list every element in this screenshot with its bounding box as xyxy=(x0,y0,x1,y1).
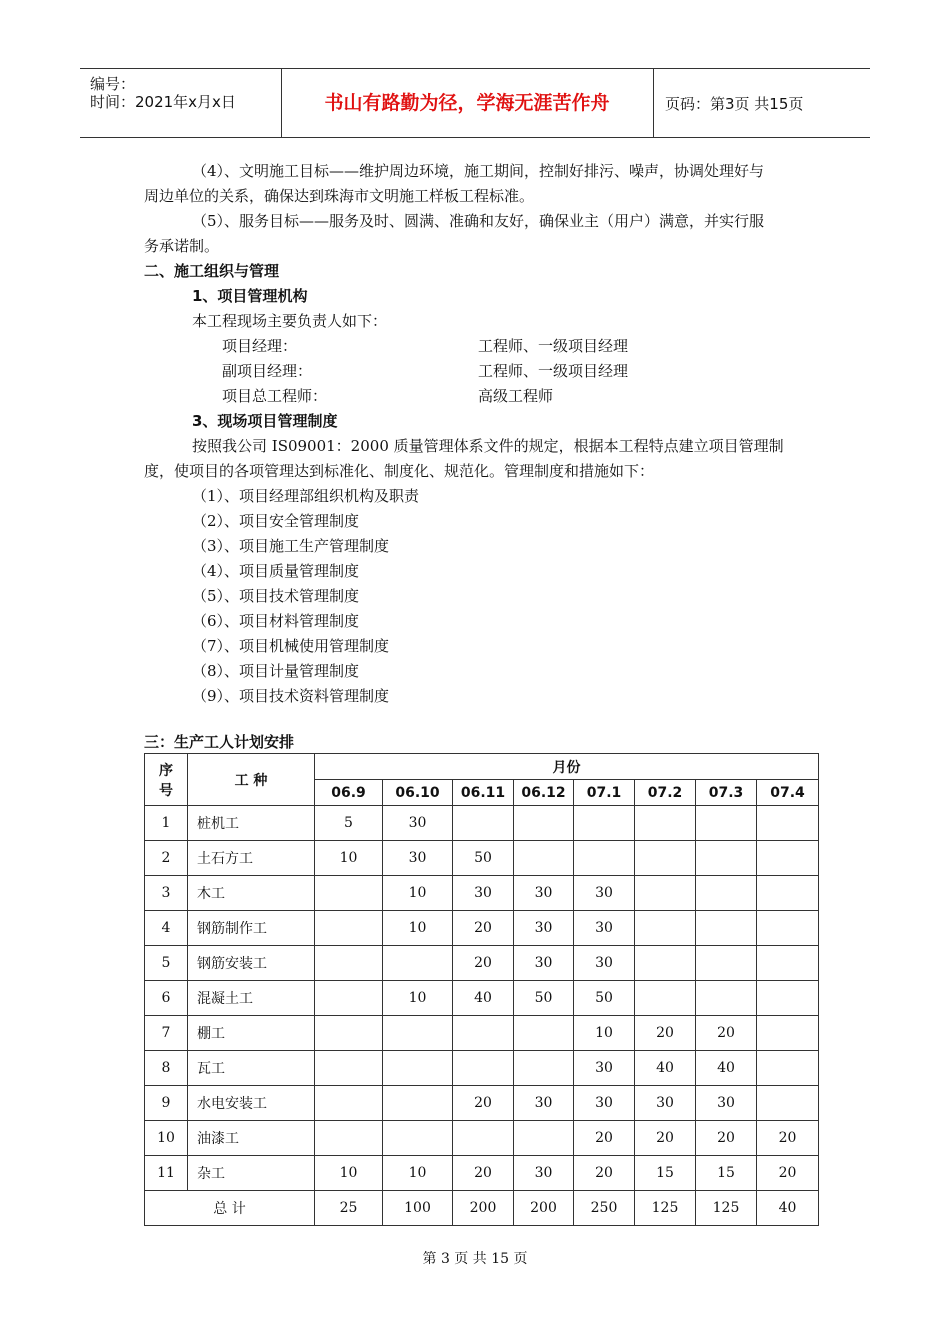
paragraph-iso-line1: 按照我公司 IS09001：2000 质量管理体系文件的规定，根据本工程特点建立项目管理制 xyxy=(192,437,784,455)
type-header: 工 种 xyxy=(188,754,315,806)
worker-count-cell xyxy=(635,876,696,911)
row-number: 3 xyxy=(145,876,188,911)
worker-count-cell xyxy=(635,841,696,876)
worker-count-cell: 20 xyxy=(453,1156,514,1191)
paragraph-iso-line2: 度，使项目的各项管理达到标准化、制度化、规范化。管理制度和措施如下： xyxy=(144,462,655,480)
header-page-number: 页码：第3页 共15页 xyxy=(665,95,804,113)
table-row xyxy=(145,1156,819,1191)
worker-count-cell: 10 xyxy=(315,1156,383,1191)
worker-count-cell: 15 xyxy=(696,1156,757,1191)
worker-count-cell: 40 xyxy=(635,1051,696,1086)
worker-count-cell xyxy=(635,981,696,1016)
staff-role: 副项目经理： xyxy=(222,362,313,380)
staff-role: 项目经理： xyxy=(222,337,298,355)
seq-header: 序号 xyxy=(145,754,188,806)
worker-count-cell: 20 xyxy=(635,1016,696,1051)
table-row xyxy=(145,981,819,1016)
worker-count-cell: 20 xyxy=(757,1121,819,1156)
worker-count-cell xyxy=(315,876,383,911)
list-item: （1）、项目经理部组织机构及职责 xyxy=(192,487,420,505)
worker-count-cell xyxy=(696,911,757,946)
worker-count-cell: 20 xyxy=(574,1121,635,1156)
month-cell: 06.9 xyxy=(315,780,383,806)
staff-role: 项目总工程师： xyxy=(222,387,328,405)
worker-count-cell xyxy=(453,1121,514,1156)
worker-count-cell: 20 xyxy=(696,1016,757,1051)
table-row xyxy=(145,1121,819,1156)
total-row xyxy=(145,1191,819,1226)
table-row xyxy=(145,841,819,876)
header-motto: 书山有路勤为径，学海无涯苦作舟 xyxy=(281,69,654,137)
worker-count-cell xyxy=(757,1086,819,1121)
worker-count-cell xyxy=(383,1121,453,1156)
month-cell: 06.12 xyxy=(514,780,574,806)
worker-count-cell: 30 xyxy=(574,1086,635,1121)
worker-type: 水电安装工 xyxy=(188,1086,315,1121)
month-cell: 06.11 xyxy=(453,780,514,806)
paragraph-5-line2: 务承诺制。 xyxy=(144,237,220,255)
staff-intro: 本工程现场主要负责人如下： xyxy=(192,312,388,330)
list-item: （4）、项目质量管理制度 xyxy=(192,562,360,580)
worker-count-cell xyxy=(696,876,757,911)
worker-count-cell xyxy=(757,1051,819,1086)
worker-count-cell xyxy=(757,876,819,911)
list-item: （7）、项目机械使用管理制度 xyxy=(192,637,390,655)
list-item: （5）、项目技术管理制度 xyxy=(192,587,360,605)
table-row xyxy=(145,1016,819,1051)
worker-count-cell xyxy=(315,1121,383,1156)
row-number: 6 xyxy=(145,981,188,1016)
total-cell: 200 xyxy=(514,1191,574,1226)
list-item: （9）、项目技术资料管理制度 xyxy=(192,687,390,705)
worker-plan-table xyxy=(144,753,819,1226)
worker-count-cell xyxy=(574,841,635,876)
worker-count-cell: 30 xyxy=(696,1086,757,1121)
worker-count-cell: 5 xyxy=(315,806,383,841)
worker-count-cell xyxy=(453,1051,514,1086)
worker-count-cell: 30 xyxy=(383,841,453,876)
worker-count-cell xyxy=(315,1016,383,1051)
worker-type: 钢筋制作工 xyxy=(188,911,315,946)
worker-count-cell xyxy=(696,946,757,981)
worker-count-cell: 30 xyxy=(514,911,574,946)
worker-count-cell xyxy=(383,1086,453,1121)
table-row xyxy=(145,1086,819,1121)
worker-count-cell: 10 xyxy=(574,1016,635,1051)
worker-type: 桩机工 xyxy=(188,806,315,841)
total-cell: 40 xyxy=(757,1191,819,1226)
total-cell: 125 xyxy=(696,1191,757,1226)
worker-count-cell xyxy=(315,1086,383,1121)
total-cell: 250 xyxy=(574,1191,635,1226)
worker-count-cell: 30 xyxy=(574,1051,635,1086)
staff-title: 工程师、一级项目经理 xyxy=(478,362,629,380)
worker-count-cell: 15 xyxy=(635,1156,696,1191)
header-info xyxy=(80,69,282,137)
worker-count-cell: 20 xyxy=(453,911,514,946)
worker-type: 钢筋安装工 xyxy=(188,946,315,981)
worker-type: 木工 xyxy=(188,876,315,911)
doc-number: 编号： xyxy=(90,75,136,93)
worker-count-cell: 20 xyxy=(635,1121,696,1156)
worker-count-cell xyxy=(514,1051,574,1086)
table-row xyxy=(145,1051,819,1086)
month-cell: 06.10 xyxy=(383,780,453,806)
worker-count-cell: 30 xyxy=(514,1156,574,1191)
worker-count-cell: 30 xyxy=(635,1086,696,1121)
worker-type: 杂工 xyxy=(188,1156,315,1191)
total-cell: 125 xyxy=(635,1191,696,1226)
month-cell: 07.4 xyxy=(757,780,819,806)
total-label: 总 计 xyxy=(145,1191,315,1226)
worker-count-cell xyxy=(757,911,819,946)
worker-count-cell xyxy=(383,1016,453,1051)
subsection-heading-3: 3、现场项目管理制度 xyxy=(192,412,338,430)
worker-count-cell: 40 xyxy=(453,981,514,1016)
row-number: 4 xyxy=(145,911,188,946)
worker-count-cell xyxy=(514,841,574,876)
worker-count-cell xyxy=(696,981,757,1016)
worker-count-cell xyxy=(757,1016,819,1051)
worker-count-cell: 20 xyxy=(574,1156,635,1191)
total-cell: 200 xyxy=(453,1191,514,1226)
worker-count-cell xyxy=(514,1016,574,1051)
page-header xyxy=(80,68,870,138)
list-item: （2）、项目安全管理制度 xyxy=(192,512,360,530)
month-cell: 07.3 xyxy=(696,780,757,806)
worker-count-cell: 30 xyxy=(574,876,635,911)
worker-count-cell: 10 xyxy=(383,981,453,1016)
row-number: 2 xyxy=(145,841,188,876)
worker-count-cell xyxy=(315,981,383,1016)
worker-count-cell: 30 xyxy=(453,876,514,911)
paragraph-4-line1: （4）、文明施工目标——维护周边环境，施工期间，控制好排污、噪声，协调处理好与 xyxy=(192,162,765,180)
worker-count-cell: 50 xyxy=(574,981,635,1016)
row-number: 9 xyxy=(145,1086,188,1121)
worker-count-cell: 30 xyxy=(574,946,635,981)
worker-count-cell xyxy=(757,981,819,1016)
worker-count-cell xyxy=(574,806,635,841)
worker-count-cell xyxy=(635,946,696,981)
worker-count-cell xyxy=(383,1051,453,1086)
month-cell: 07.2 xyxy=(635,780,696,806)
worker-count-cell xyxy=(757,806,819,841)
worker-type: 油漆工 xyxy=(188,1121,315,1156)
worker-count-cell xyxy=(315,911,383,946)
worker-count-cell xyxy=(635,911,696,946)
worker-count-cell: 20 xyxy=(453,1086,514,1121)
worker-type: 瓦工 xyxy=(188,1051,315,1086)
worker-count-cell xyxy=(696,841,757,876)
worker-type: 土石方工 xyxy=(188,841,315,876)
table-row xyxy=(145,946,819,981)
worker-count-cell: 10 xyxy=(383,911,453,946)
paragraph-4-line2: 周边单位的关系，确保达到珠海市文明施工样板工程标准。 xyxy=(144,187,535,205)
row-number: 11 xyxy=(145,1156,188,1191)
worker-count-cell: 10 xyxy=(315,841,383,876)
worker-count-cell: 10 xyxy=(383,1156,453,1191)
row-number: 1 xyxy=(145,806,188,841)
worker-count-cell: 10 xyxy=(383,876,453,911)
row-number: 8 xyxy=(145,1051,188,1086)
worker-count-cell: 20 xyxy=(696,1121,757,1156)
worker-count-cell xyxy=(315,1051,383,1086)
worker-count-cell: 50 xyxy=(453,841,514,876)
month-cell: 07.1 xyxy=(574,780,635,806)
worker-count-cell xyxy=(514,1121,574,1156)
worker-count-cell: 30 xyxy=(574,911,635,946)
worker-count-cell xyxy=(635,806,696,841)
section-heading-3: 三：生产工人计划安排 xyxy=(144,733,295,751)
staff-title: 工程师、一级项目经理 xyxy=(478,337,629,355)
worker-count-cell xyxy=(315,946,383,981)
worker-count-cell xyxy=(514,806,574,841)
total-cell: 100 xyxy=(383,1191,453,1226)
worker-count-cell: 30 xyxy=(383,806,453,841)
paragraph-5-line1: （5）、服务目标——服务及时、圆满、准确和友好，确保业主（用户）满意，并实行服 xyxy=(192,212,765,230)
worker-type: 棚工 xyxy=(188,1016,315,1051)
table-row xyxy=(145,876,819,911)
worker-count-cell: 30 xyxy=(514,946,574,981)
worker-count-cell: 20 xyxy=(757,1156,819,1191)
worker-count-cell: 50 xyxy=(514,981,574,1016)
list-item: （6）、项目材料管理制度 xyxy=(192,612,360,630)
row-number: 10 xyxy=(145,1121,188,1156)
row-number: 5 xyxy=(145,946,188,981)
worker-count-cell: 20 xyxy=(453,946,514,981)
worker-count-cell xyxy=(453,806,514,841)
section-heading-2: 二、施工组织与管理 xyxy=(144,262,280,280)
page-footer: 第 3 页 共 15 页 xyxy=(422,1251,528,1267)
staff-title: 高级工程师 xyxy=(478,387,554,405)
worker-count-cell: 40 xyxy=(696,1051,757,1086)
list-item: （8）、项目计量管理制度 xyxy=(192,662,360,680)
table-row xyxy=(145,806,819,841)
worker-count-cell xyxy=(757,946,819,981)
worker-count-cell: 30 xyxy=(514,876,574,911)
subsection-heading-1: 1、项目管理机构 xyxy=(192,287,308,305)
row-number: 7 xyxy=(145,1016,188,1051)
worker-count-cell xyxy=(696,806,757,841)
table-row xyxy=(145,911,819,946)
month-header: 月份 xyxy=(315,754,819,780)
worker-count-cell xyxy=(383,946,453,981)
doc-date: 时间：2021年x月x日 xyxy=(90,93,236,111)
list-item: （3）、项目施工生产管理制度 xyxy=(192,537,390,555)
worker-count-cell xyxy=(757,841,819,876)
total-cell: 25 xyxy=(315,1191,383,1226)
worker-type: 混凝土工 xyxy=(188,981,315,1016)
worker-count-cell: 30 xyxy=(514,1086,574,1121)
worker-count-cell xyxy=(453,1016,514,1051)
